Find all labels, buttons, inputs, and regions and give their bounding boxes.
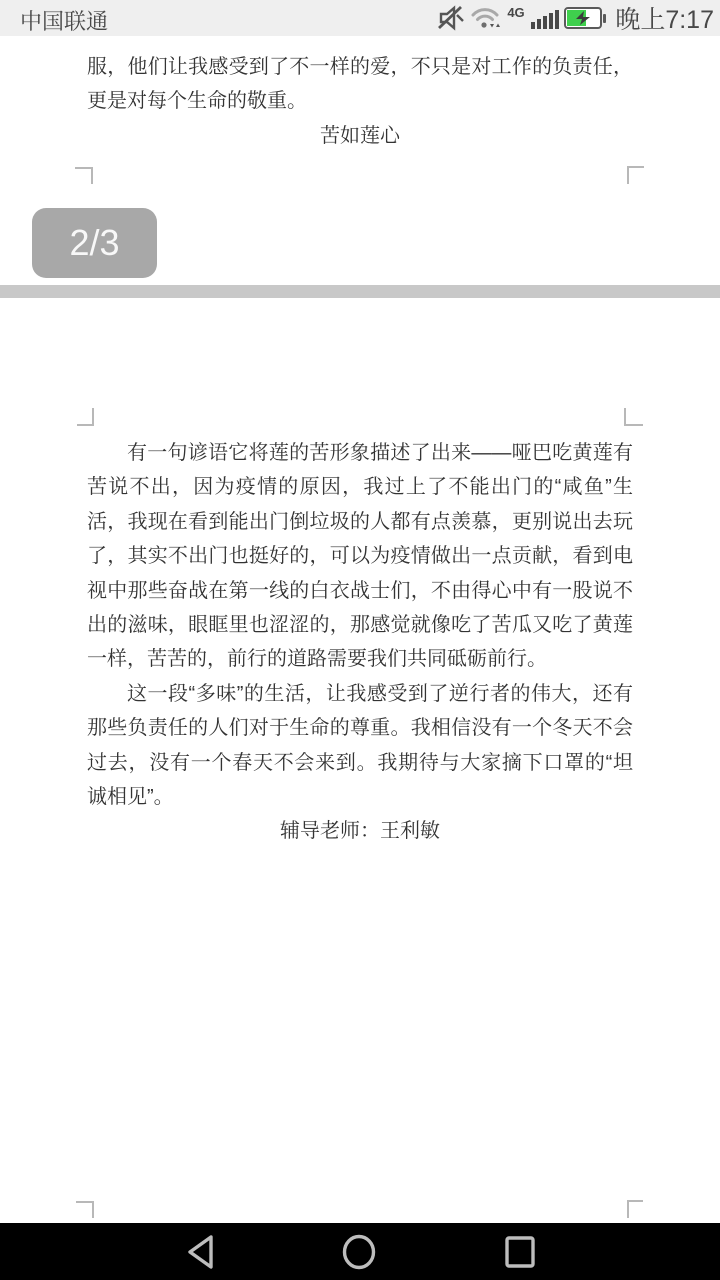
page3-teacher-line: 辅导老师：王利敏 (280, 820, 440, 843)
page3-corner-mark-bottom-left (76, 1201, 94, 1218)
page-break-divider (0, 285, 720, 298)
clock-label: 晚上7:17 (615, 6, 714, 34)
page3-corner-mark-top-right (624, 408, 643, 426)
page2-corner-mark-bottom-left (75, 167, 93, 184)
network-type-label: 4G (507, 5, 525, 20)
page3-paragraph: 这一段“多味”的生活，让我感受到了逆行者的伟大，还有那些负责任的人们对于生命的尊重。我相信没有一个冬天不会过去，没有一个春天不会来到。我期待与大家摘下口罩的“坦诚相见”。 (87, 682, 633, 809)
signal-strength-bars (531, 10, 559, 29)
back-button[interactable] (170, 1223, 230, 1280)
page2-signature: 苦如莲心 (320, 124, 400, 147)
status-bar (0, 0, 720, 36)
home-icon (341, 1234, 377, 1270)
page2-text-block (87, 50, 633, 153)
recents-button[interactable] (490, 1223, 550, 1280)
mute-icon (437, 5, 465, 31)
signal-bars-icon (507, 4, 559, 32)
page2-line: 更是对每个生命的敬重。 (87, 90, 307, 113)
page2-corner-mark-bottom-right (627, 166, 644, 184)
page3-corner-mark-bottom-right (627, 1200, 643, 1218)
back-icon (185, 1234, 215, 1270)
page-number-badge (32, 208, 157, 278)
battery-charging-icon (564, 6, 610, 30)
page3-paragraph: 有一句谚语它将莲的苦形象描述了出来——哑巴吃黄莲有苦说不出，因为疫情的原因，我过上了不能出门的“咸鱼”生活，我现在看到能出门倒垃圾的人都有点羡慕，更别说出去玩了，其实不出门也挺好的，可以为疫情做出一点贡献，看到电视中那些奋战在第一线的白衣战士们，不由得心中有一股说不出的滋味，眼眶里也涩涩的，那感觉就像吃了苦瓜又吃了黄莲一样，苦苦的，前行的道路需要我们共同砥砺前行。 (87, 442, 633, 671)
carrier-label: 中国联通 (20, 9, 109, 34)
android-nav-bar (0, 1223, 720, 1280)
recents-icon (504, 1235, 536, 1269)
page2-line: 服，他们让我感受到了不一样的爱，不只是对工作的负责任， (87, 56, 633, 78)
page3-corner-mark-top-left (77, 408, 94, 426)
wifi-icon (470, 5, 502, 31)
status-bar-right (437, 0, 714, 36)
page-number-label: 2/3 (69, 222, 120, 263)
page3-text-block (87, 436, 633, 849)
home-button[interactable] (329, 1223, 389, 1280)
